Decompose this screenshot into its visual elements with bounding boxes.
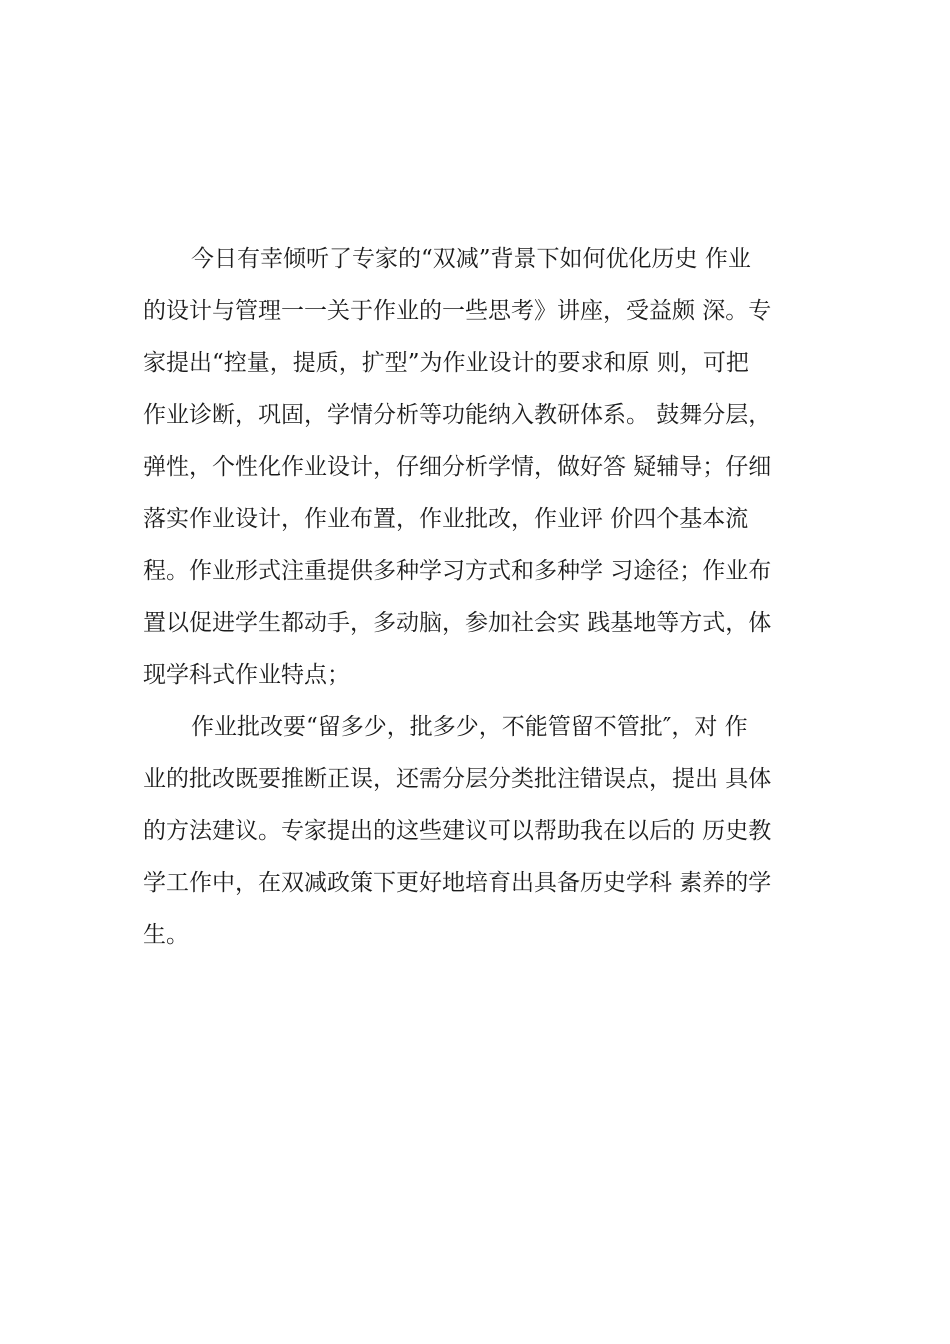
text-line: 今日有幸倾听了专家的“双减”背景下如何优化历史 作业 (191, 246, 751, 272)
text-line: 作业诊断，巩固，学情分析等功能纳入教研体系。 鼓舞分层， (143, 402, 772, 428)
paragraph-2 (143, 701, 823, 961)
text-line: 的方法建议。专家提出的这些建议可以帮助我在以后的 历史教 (143, 818, 772, 844)
text-line: 作业批改要“留多少，批多少，不能管留不管批″，对 作 (191, 714, 748, 740)
text-line: 弹性，个性化作业设计，仔细分析学情，做好答 疑辅导；仔细 (143, 454, 772, 480)
text-line: 生。 (143, 922, 189, 948)
document-body (143, 233, 823, 961)
text-line: 家提出“控量，提质，扩型”为作业设计的要求和原 则，可把 (143, 350, 749, 376)
paragraph-1 (143, 233, 823, 701)
text-line: 落实作业设计，作业布置，作业批改，作业评 价四个基本流 (143, 506, 749, 532)
text-line: 程。作业形式注重提供多种学习方式和多种学 习途径；作业布 (143, 558, 772, 584)
text-line: 现学科式作业特点； (143, 662, 350, 688)
text-line: 业的批改既要推断正误，还需分层分类批注错误点，提出 具体 (143, 766, 772, 792)
text-line: 置以促进学生都动手，多动脑，参加社会实 践基地等方式，体 (143, 610, 772, 636)
text-line: 学工作中，在双减政策下更好地培育出具备历史学科 素养的学 (143, 870, 772, 896)
text-line: 的设计与管理一一关于作业的一些思考》讲座，受益颇 深。专 (143, 298, 772, 324)
